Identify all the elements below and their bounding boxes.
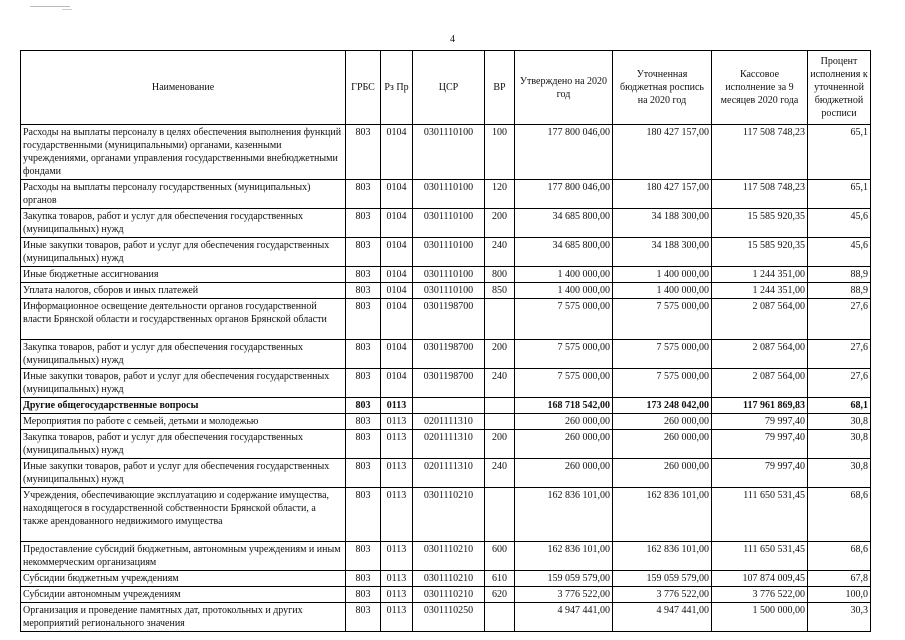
cell-cash: 1 244 351,00: [712, 267, 808, 283]
cell-name: Другие общегосударственные вопросы: [21, 398, 346, 414]
cell-rzpr: 0104: [381, 125, 413, 180]
cell-percent: 100,0: [808, 587, 871, 603]
cell-cash: 3 776 522,00: [712, 587, 808, 603]
cell-refined: 260 000,00: [613, 414, 712, 430]
header-percent: Процент исполнения к уточненной бюджетной росписи: [808, 51, 871, 125]
cell-csr: 0301198700: [413, 299, 485, 340]
cell-approved: 260 000,00: [515, 414, 613, 430]
table-row: [21, 340, 871, 369]
cell-rzpr: 0113: [381, 398, 413, 414]
cell-approved: 177 800 046,00: [515, 125, 613, 180]
cell-rzpr: 0113: [381, 459, 413, 488]
cell-vr: 800: [485, 267, 515, 283]
table-row: [21, 125, 871, 180]
cell-grbs: 803: [346, 587, 381, 603]
cell-grbs: 803: [346, 369, 381, 398]
cell-rzpr: 0113: [381, 571, 413, 587]
cell-approved: 4 947 441,00: [515, 603, 613, 632]
cell-name: Закупка товаров, работ и услуг для обеспечения государственных (муниципальных) нужд: [21, 340, 346, 369]
cell-approved: 7 575 000,00: [515, 340, 613, 369]
cell-name: Субсидии бюджетным учреждениям: [21, 571, 346, 587]
cell-name: Иные закупки товаров, работ и услуг для обеспечения государственных (муниципальных) нужд: [21, 238, 346, 267]
cell-name: Организация и проведение памятных дат, протокольных и других мероприятий регионального значения: [21, 603, 346, 632]
table-row: [21, 209, 871, 238]
cell-grbs: 803: [346, 488, 381, 542]
cell-name: Иные закупки товаров, работ и услуг для обеспечения государственных (муниципальных) нужд: [21, 369, 346, 398]
cell-cash: 117 508 748,23: [712, 180, 808, 209]
cell-name: Предоставление субсидий бюджетным, автономным учреждениям и иным некоммерческим организациям: [21, 542, 346, 571]
header-rzpr: Рз Пр: [381, 51, 413, 125]
header-vr: ВР: [485, 51, 515, 125]
table-row: [21, 414, 871, 430]
cell-csr: 0301198700: [413, 369, 485, 398]
cell-rzpr: 0104: [381, 340, 413, 369]
cell-cash: 117 961 869,83: [712, 398, 808, 414]
header-csr: ЦСР: [413, 51, 485, 125]
cell-approved: 162 836 101,00: [515, 488, 613, 542]
cell-csr: 0201111310: [413, 459, 485, 488]
cell-csr: 0201111310: [413, 430, 485, 459]
cell-refined: 7 575 000,00: [613, 369, 712, 398]
cell-approved: 1 400 000,00: [515, 267, 613, 283]
cell-vr: [485, 414, 515, 430]
cell-grbs: 803: [346, 398, 381, 414]
header-name: Наименование: [21, 51, 346, 125]
cell-name: Расходы на выплаты персоналу государственных (муниципальных) органов: [21, 180, 346, 209]
cell-name: Закупка товаров, работ и услуг для обеспечения государственных (муниципальных) нужд: [21, 209, 346, 238]
cell-csr: 0301110210: [413, 571, 485, 587]
table-row: [21, 542, 871, 571]
cell-refined: 7 575 000,00: [613, 340, 712, 369]
cell-grbs: 803: [346, 459, 381, 488]
cell-grbs: 803: [346, 299, 381, 340]
cell-refined: 34 188 300,00: [613, 238, 712, 267]
cell-approved: 34 685 800,00: [515, 238, 613, 267]
cell-vr: 610: [485, 571, 515, 587]
cell-percent: 65,1: [808, 180, 871, 209]
cell-refined: 180 427 157,00: [613, 125, 712, 180]
cell-vr: 620: [485, 587, 515, 603]
cell-vr: 240: [485, 238, 515, 267]
cell-name: Субсидии автономным учреждениям: [21, 587, 346, 603]
cell-rzpr: 0104: [381, 180, 413, 209]
cell-percent: 27,6: [808, 299, 871, 340]
cell-vr: 600: [485, 542, 515, 571]
cell-cash: 2 087 564,00: [712, 369, 808, 398]
cell-refined: 4 947 441,00: [613, 603, 712, 632]
cell-percent: 68,1: [808, 398, 871, 414]
cell-grbs: 803: [346, 267, 381, 283]
cell-csr: 0301110210: [413, 488, 485, 542]
cell-refined: 34 188 300,00: [613, 209, 712, 238]
cell-vr: 850: [485, 283, 515, 299]
cell-approved: 3 776 522,00: [515, 587, 613, 603]
cell-refined: 162 836 101,00: [613, 542, 712, 571]
cell-rzpr: 0113: [381, 603, 413, 632]
cell-cash: 117 508 748,23: [712, 125, 808, 180]
cell-approved: 260 000,00: [515, 459, 613, 488]
cell-grbs: 803: [346, 340, 381, 369]
header-refined: Уточненная бюджетная роспись на 2020 год: [613, 51, 712, 125]
cell-percent: 68,6: [808, 488, 871, 542]
cell-csr: 0201111310: [413, 414, 485, 430]
scan-artifact: [30, 6, 70, 7]
header-approved: Утверждено на 2020 год: [515, 51, 613, 125]
cell-refined: 173 248 042,00: [613, 398, 712, 414]
cell-grbs: 803: [346, 603, 381, 632]
cell-csr: 0301110100: [413, 238, 485, 267]
table-row: [21, 238, 871, 267]
cell-percent: 65,1: [808, 125, 871, 180]
cell-approved: 177 800 046,00: [515, 180, 613, 209]
cell-rzpr: 0104: [381, 238, 413, 267]
budget-table: [20, 50, 871, 632]
cell-grbs: 803: [346, 542, 381, 571]
cell-cash: 79 997,40: [712, 414, 808, 430]
cell-percent: 88,9: [808, 283, 871, 299]
cell-refined: 180 427 157,00: [613, 180, 712, 209]
cell-csr: 0301110100: [413, 283, 485, 299]
cell-csr: 0301110210: [413, 587, 485, 603]
cell-cash: 1 244 351,00: [712, 283, 808, 299]
cell-rzpr: 0104: [381, 267, 413, 283]
cell-vr: [485, 398, 515, 414]
cell-vr: 100: [485, 125, 515, 180]
table-row: [21, 459, 871, 488]
header-cash: Кассовое исполнение за 9 месяцев 2020 года: [712, 51, 808, 125]
cell-csr: 0301110210: [413, 542, 485, 571]
cell-rzpr: 0104: [381, 209, 413, 238]
table-row: [21, 571, 871, 587]
cell-vr: [485, 488, 515, 542]
cell-cash: 2 087 564,00: [712, 340, 808, 369]
cell-approved: 7 575 000,00: [515, 369, 613, 398]
table-row: [21, 488, 871, 542]
cell-approved: 7 575 000,00: [515, 299, 613, 340]
cell-rzpr: 0113: [381, 488, 413, 542]
cell-grbs: 803: [346, 125, 381, 180]
cell-refined: 3 776 522,00: [613, 587, 712, 603]
table-row: [21, 283, 871, 299]
cell-cash: 79 997,40: [712, 430, 808, 459]
cell-grbs: 803: [346, 414, 381, 430]
cell-approved: 260 000,00: [515, 430, 613, 459]
cell-vr: 240: [485, 369, 515, 398]
cell-rzpr: 0113: [381, 542, 413, 571]
cell-cash: 107 874 009,45: [712, 571, 808, 587]
cell-percent: 27,6: [808, 340, 871, 369]
cell-csr: 0301110100: [413, 180, 485, 209]
cell-name: Иные закупки товаров, работ и услуг для обеспечения государственных (муниципальных) нужд: [21, 459, 346, 488]
cell-rzpr: 0104: [381, 369, 413, 398]
cell-csr: 0301110100: [413, 267, 485, 283]
cell-csr: 0301198700: [413, 340, 485, 369]
cell-rzpr: 0104: [381, 299, 413, 340]
table-row: [21, 587, 871, 603]
cell-csr: 0301110100: [413, 125, 485, 180]
cell-cash: 79 997,40: [712, 459, 808, 488]
table-row: [21, 299, 871, 340]
cell-name: Уплата налогов, сборов и иных платежей: [21, 283, 346, 299]
cell-grbs: 803: [346, 238, 381, 267]
cell-percent: 30,3: [808, 603, 871, 632]
cell-approved: 159 059 579,00: [515, 571, 613, 587]
cell-name: Иные бюджетные ассигнования: [21, 267, 346, 283]
cell-name: Закупка товаров, работ и услуг для обеспечения государственных (муниципальных) нужд: [21, 430, 346, 459]
table-row: [21, 430, 871, 459]
cell-cash: 111 650 531,45: [712, 542, 808, 571]
cell-csr: 0301110250: [413, 603, 485, 632]
cell-name: Информационное освещение деятельности органов государственной власти Брянской области и государственных органов Брянской области: [21, 299, 346, 340]
cell-vr: 120: [485, 180, 515, 209]
cell-cash: 111 650 531,45: [712, 488, 808, 542]
cell-percent: 67,8: [808, 571, 871, 587]
cell-approved: 162 836 101,00: [515, 542, 613, 571]
cell-percent: 45,6: [808, 209, 871, 238]
cell-grbs: 803: [346, 283, 381, 299]
cell-csr: 0301110100: [413, 209, 485, 238]
header-grbs: ГРБС: [346, 51, 381, 125]
cell-refined: 1 400 000,00: [613, 267, 712, 283]
cell-vr: 200: [485, 340, 515, 369]
cell-grbs: 803: [346, 209, 381, 238]
cell-percent: 68,6: [808, 542, 871, 571]
table-row: [21, 398, 871, 414]
cell-name: Учреждения, обеспечивающие эксплуатацию и содержание имущества, находящегося в государственной собственности Брянской области, а также арендованного недвижимого имущества: [21, 488, 346, 542]
cell-grbs: 803: [346, 180, 381, 209]
cell-approved: 1 400 000,00: [515, 283, 613, 299]
page-number: 4: [450, 34, 455, 45]
cell-cash: 2 087 564,00: [712, 299, 808, 340]
cell-percent: 45,6: [808, 238, 871, 267]
cell-cash: 1 500 000,00: [712, 603, 808, 632]
cell-refined: 260 000,00: [613, 459, 712, 488]
table-row: [21, 369, 871, 398]
cell-cash: 15 585 920,35: [712, 238, 808, 267]
cell-cash: 15 585 920,35: [712, 209, 808, 238]
cell-vr: 200: [485, 209, 515, 238]
cell-refined: 162 836 101,00: [613, 488, 712, 542]
cell-percent: 30,8: [808, 459, 871, 488]
scan-artifact: [62, 9, 72, 10]
cell-refined: 159 059 579,00: [613, 571, 712, 587]
cell-percent: 30,8: [808, 414, 871, 430]
cell-vr: 240: [485, 459, 515, 488]
table-row: [21, 603, 871, 632]
cell-percent: 30,8: [808, 430, 871, 459]
cell-refined: 260 000,00: [613, 430, 712, 459]
cell-approved: 34 685 800,00: [515, 209, 613, 238]
cell-approved: 168 718 542,00: [515, 398, 613, 414]
table-header: [21, 51, 871, 125]
cell-grbs: 803: [346, 430, 381, 459]
cell-rzpr: 0113: [381, 414, 413, 430]
cell-vr: 200: [485, 430, 515, 459]
cell-refined: 7 575 000,00: [613, 299, 712, 340]
cell-percent: 88,9: [808, 267, 871, 283]
cell-rzpr: 0113: [381, 587, 413, 603]
cell-name: Расходы на выплаты персоналу в целях обеспечения выполнения функций государственными (муниципальными) органами, казенными учреждениями, органами управления государственными внебюджетными фондами: [21, 125, 346, 180]
cell-rzpr: 0113: [381, 430, 413, 459]
cell-refined: 1 400 000,00: [613, 283, 712, 299]
table-row: [21, 267, 871, 283]
cell-grbs: 803: [346, 571, 381, 587]
cell-vr: [485, 603, 515, 632]
cell-vr: [485, 299, 515, 340]
cell-csr: [413, 398, 485, 414]
table-row: [21, 180, 871, 209]
cell-rzpr: 0104: [381, 283, 413, 299]
cell-name: Мероприятия по работе с семьей, детьми и молодежью: [21, 414, 346, 430]
cell-percent: 27,6: [808, 369, 871, 398]
